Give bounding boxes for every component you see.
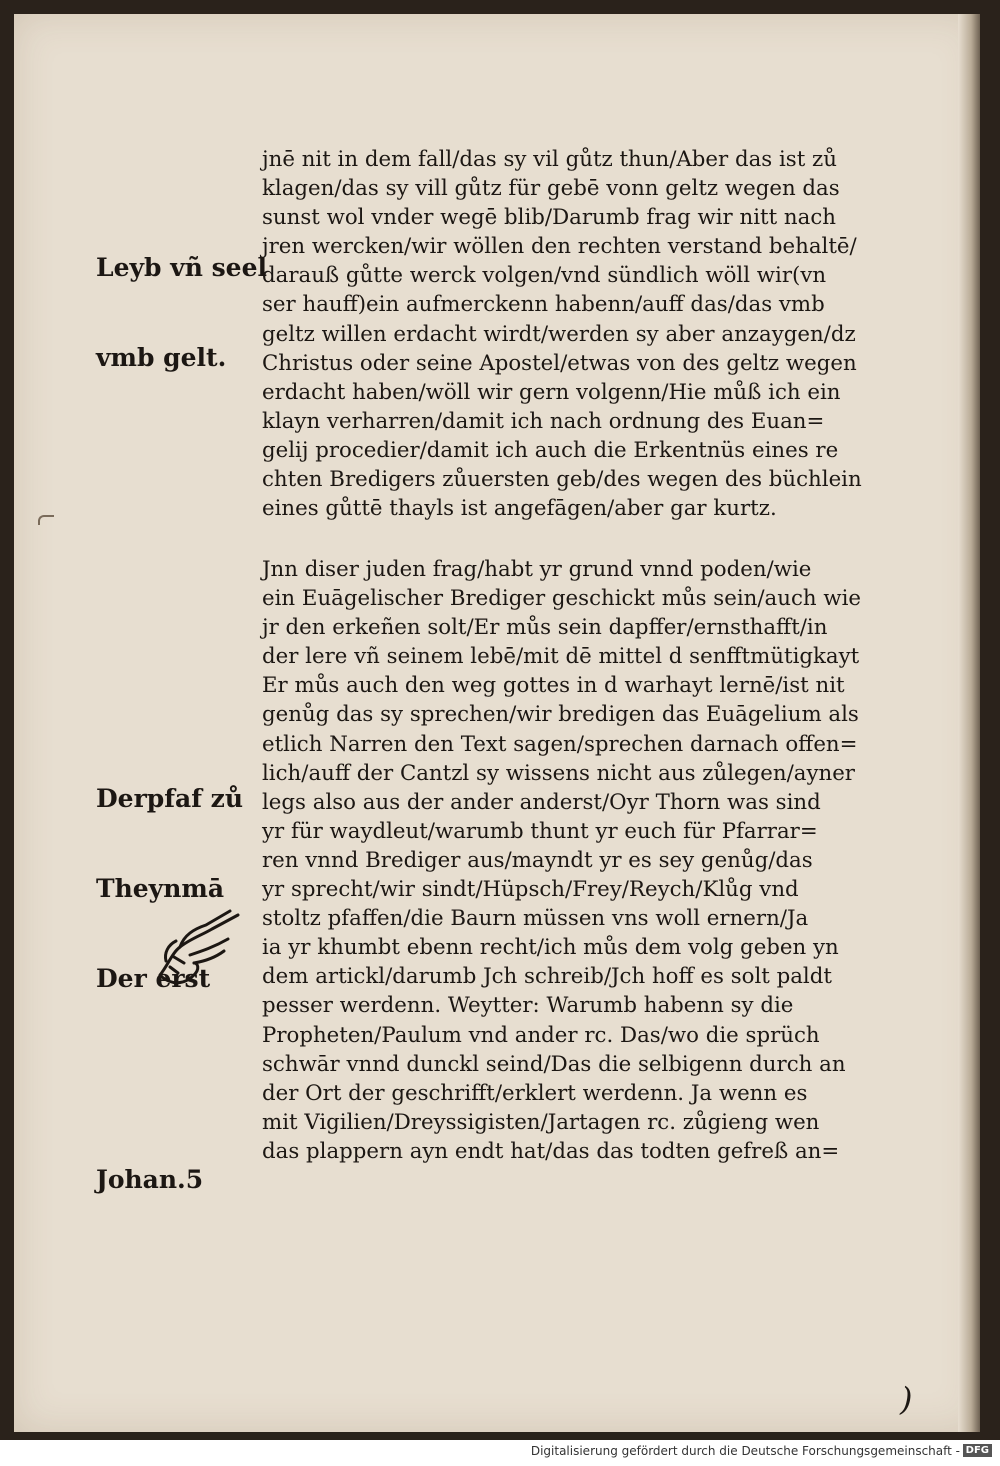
text-line: erdacht haben/wöll wir gern volgenn/Hie můß ich ein [262,379,841,405]
text-line: mit Vigilien/Dreyssigisten/Jartagen rc. zůgieng wen [262,1109,820,1135]
margin-note-line: Theynmā [96,874,225,903]
text-line: jren wercken/wir wöllen den rechten verstand behaltē/ [262,234,857,260]
text-line: genůg das sy sprechen/wir bredigen das Euāgelium als [262,702,859,728]
text-line: yr sprecht/wir sindt/Hüpsch/Frey/Reych/Klůg vnd [262,877,799,903]
text-line: Christus oder seine Apostel/etwas von des geltz wegen [262,350,857,376]
text-line: eines gůttē thayls ist angefāgen/aber gar kurtz. [262,496,777,522]
text-line: etlich Narren den Text sagen/sprechen darnach offen= [262,731,858,757]
text-line: Jnn diser juden frag/habt yr grund vnnd poden/wie [262,557,812,582]
pointing-hand-icon [150,905,250,989]
text-line: ren vnnd Brediger aus/mayndt yr es sey genůg/das [262,847,813,873]
text-line: jnē nit in dem fall/das sy vil gůtz thun/Aber das ist zů [262,147,837,172]
text-line: stoltz pfaffen/die Baurn müssen vns woll ernern/Ja [262,906,809,932]
text-line: chten Bredigers zůuersten geb/des wegen des büchlein [262,467,862,493]
text-line: darauß gůtte werck volgen/vnd sündlich wöll wir(vn [262,263,827,289]
text-line: yr für waydleut/warumb thunt yr euch für Pfarrar= [262,818,818,844]
text-line: schwār vnnd dunckl seind/Das die selbigenn durch an [262,1051,846,1077]
text-line: pesser werdenn. Weytter: Warumb habenn sy die [262,993,794,1019]
folio-mark: ) [900,1380,913,1418]
text-line: ia yr khumbt ebenn recht/ich můs dem volg geben yn [262,935,839,961]
text-line: Propheten/Paulum vnd ander rc. Das/wo die sprüch [262,1022,820,1048]
text-line: klayn verharren/damit ich nach ordnung des Euan= [262,408,825,434]
margin-note-line: Leyb vñ seel [96,253,267,282]
text-line: der lere vñ seinem lebē/mit dē mittel d senfftmütigkayt [262,644,860,670]
footer [0,1440,1000,1466]
text-line: jr den erkeñen solt/Er můs sein dapffer/ernsthafft/in [262,615,828,641]
text-line: klagen/das sy vill gůtz für gebē vonn geltz wegen das [262,176,840,202]
text-line: ser hauff)ein aufmerckenn habenn/auff das/das vmb [262,292,825,318]
stray-ink-mark [38,515,54,525]
text-line: der Ort der geschrifft/erklert werdenn. Ja wenn es [262,1080,808,1106]
text-line: ein Euāgelischer Brediger geschickt můs sein/auch wie [262,586,862,612]
margin-note-line: Derpfaf zů [96,784,244,813]
spine-edge [958,14,980,1432]
text-line: dem artickl/darumb Jch schreib/Jch hoff es solt paldt [262,964,832,990]
paragraph-1 [262,145,862,523]
text-line: geltz willen erdacht wirdt/werden sy aber anzaygen/dz [262,321,856,347]
funding-credit: Digitalisierung gefördert durch die Deutsche Forschungsgemeinschaft - [530,1444,960,1458]
margin-note-line: Johan.5 [96,1165,204,1194]
text-line: legs also aus der ander anderst/Oyr Thorn was sind [262,789,821,815]
margin-note-line: Der erst [96,964,211,993]
text-line: Er můs auch den weg gottes in d warhayt lernē/ist nit [262,673,845,699]
text-line: das plappern ayn endt hat/das das todten gefreß an= [262,1138,840,1164]
margin-note-line: vmb gelt. [96,343,227,372]
text-line: gelij procedier/damit ich auch die Erkentnüs eines re [262,437,839,463]
margin-note-leyb [96,193,267,403]
paragraph-2 [262,555,861,1166]
text-line: sunst wol vnder wegē blib/Darumb frag wir nitt nach [262,205,836,231]
margin-note-johan [96,1105,203,1225]
dfg-logo: DFG [963,1444,992,1457]
text-line: lich/auff der Cantzl sy wissens nicht aus zůlegen/ayner [262,760,855,786]
